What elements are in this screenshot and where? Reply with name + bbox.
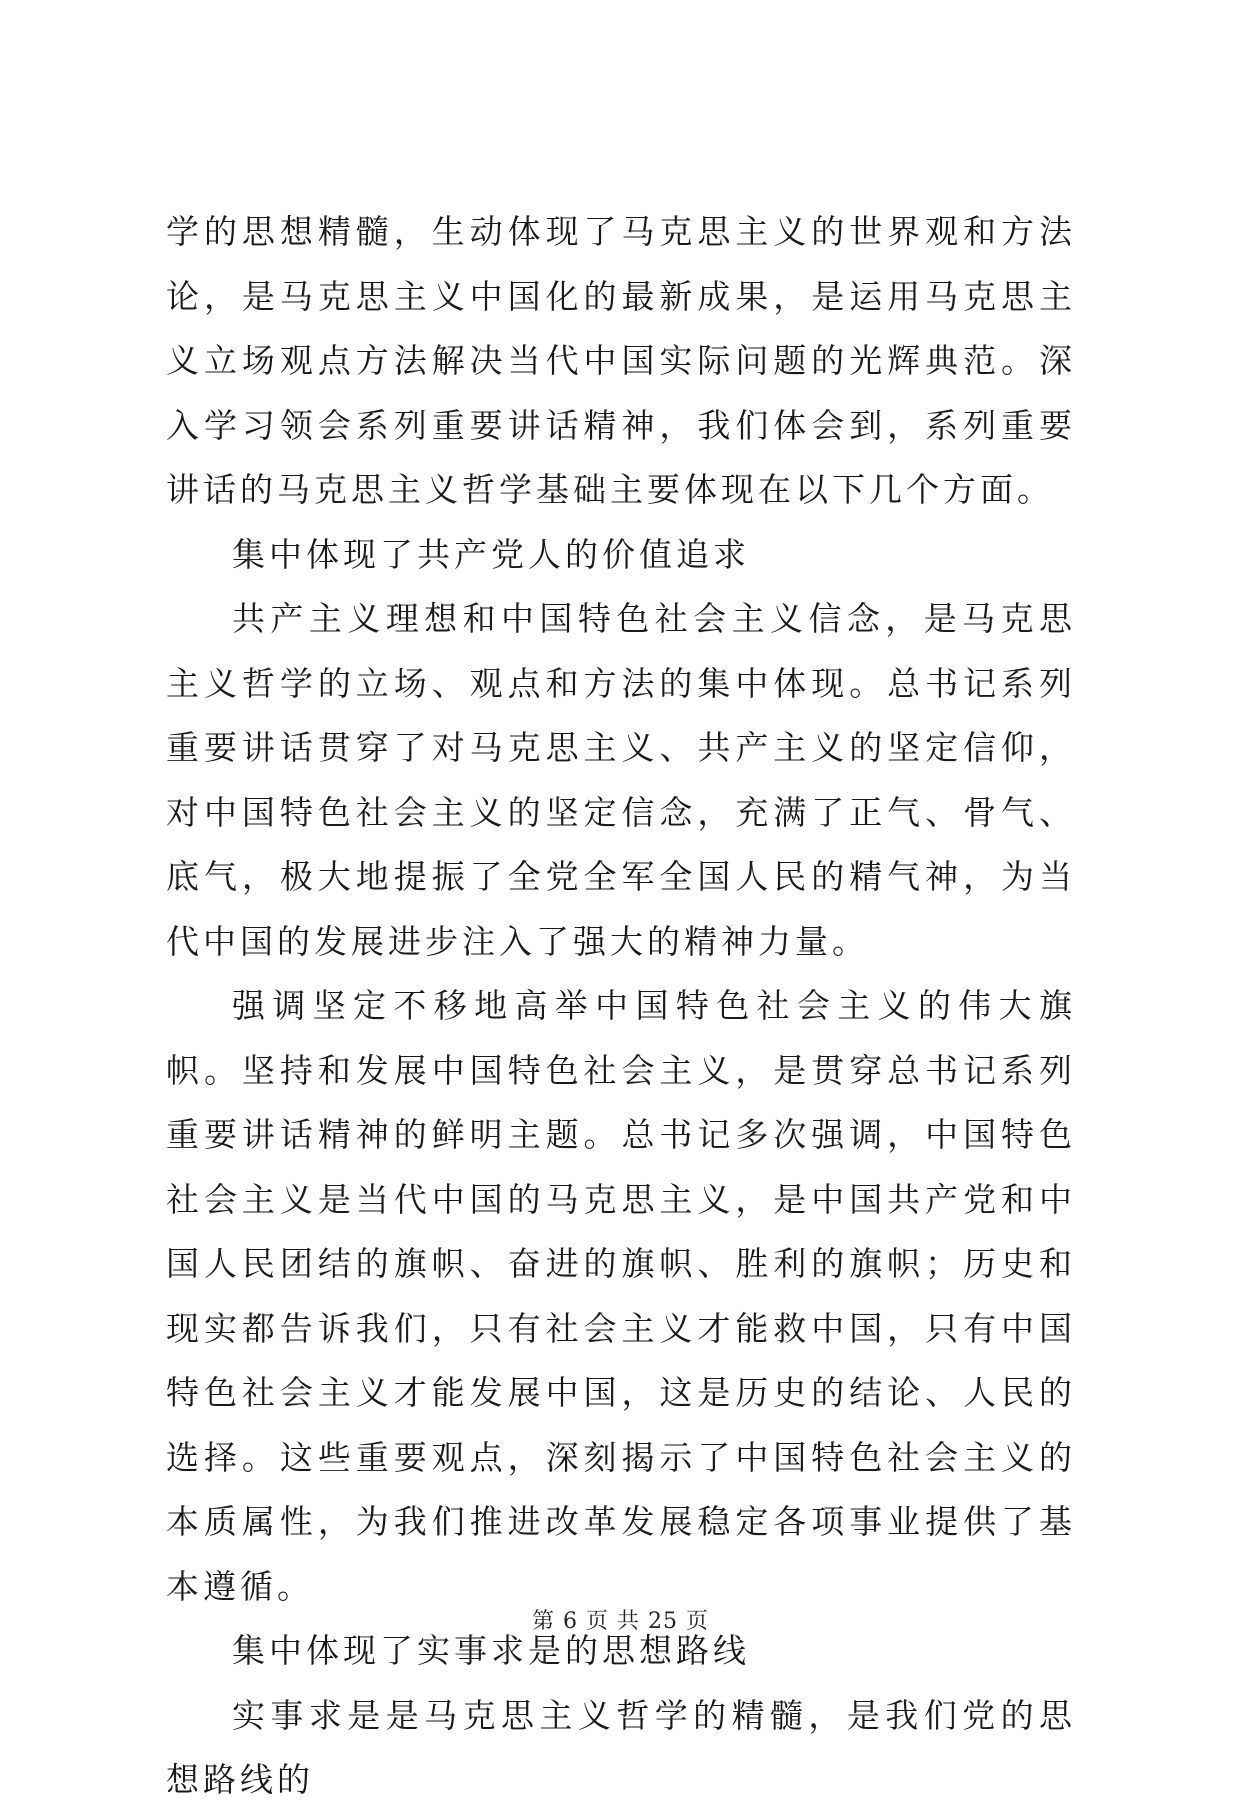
paragraph: 强调坚定不移地高举中国特色社会主义的伟大旗帜。坚持和发展中国特色社会主义，是贯穿总书记系列重要讲话精神的鲜明主题。总书记多次强调，中国特色社会主义是当代中国的马克思主义，是中国共产党和中国人民团结的旗帜、奋进的旗帜、胜利的旗帜；历史和现实都告诉我们，只有社会主义才能救中国，只有中国特色社会主义才能发展中国，这是历史的结论、人民的选择。这些重要观点，深刻揭示了中国特色社会主义的本质属性，为我们推进改革发展稳定各项事业提供了基本遵循。 [166,986,1076,1606]
section-heading: 集中体现了共产党人的价值追求 [232,534,750,574]
paragraph-continuation: 学的思想精髓，生动体现了马克思主义的世界观和方法论，是马克思主义中国化的最新成果，是运用马克思主义立场观点方法解决当代中国实际问题的光辉典范。深入学习领会系列重要讲话精神，我们体会到，系列重要讲话的马克思主义哲学基础主要体现在以下几个方面。 [166,212,1076,509]
section-heading: 集中体现了实事求是的思想路线 [232,1631,750,1670]
paragraph: 实事求是是马克思主义哲学的精髓，是我们党的思想路线的 [166,1695,1076,1799]
document-body [166,200,1076,1813]
page-number-footer: 第 6 页 共 25 页 [532,1609,709,1634]
paragraph: 共产主义理想和中国特色社会主义信念，是马克思主义哲学的立场、观点和方法的集中体现。总书记系列重要讲话贯穿了对马克思主义、共产主义的坚定信仰，对中国特色社会主义的坚定信念，充满了正气、骨气、底气，极大地提振了全党全军全国人民的精气神，为当代中国的发展进步注入了强大的精神力量。 [166,599,1076,961]
